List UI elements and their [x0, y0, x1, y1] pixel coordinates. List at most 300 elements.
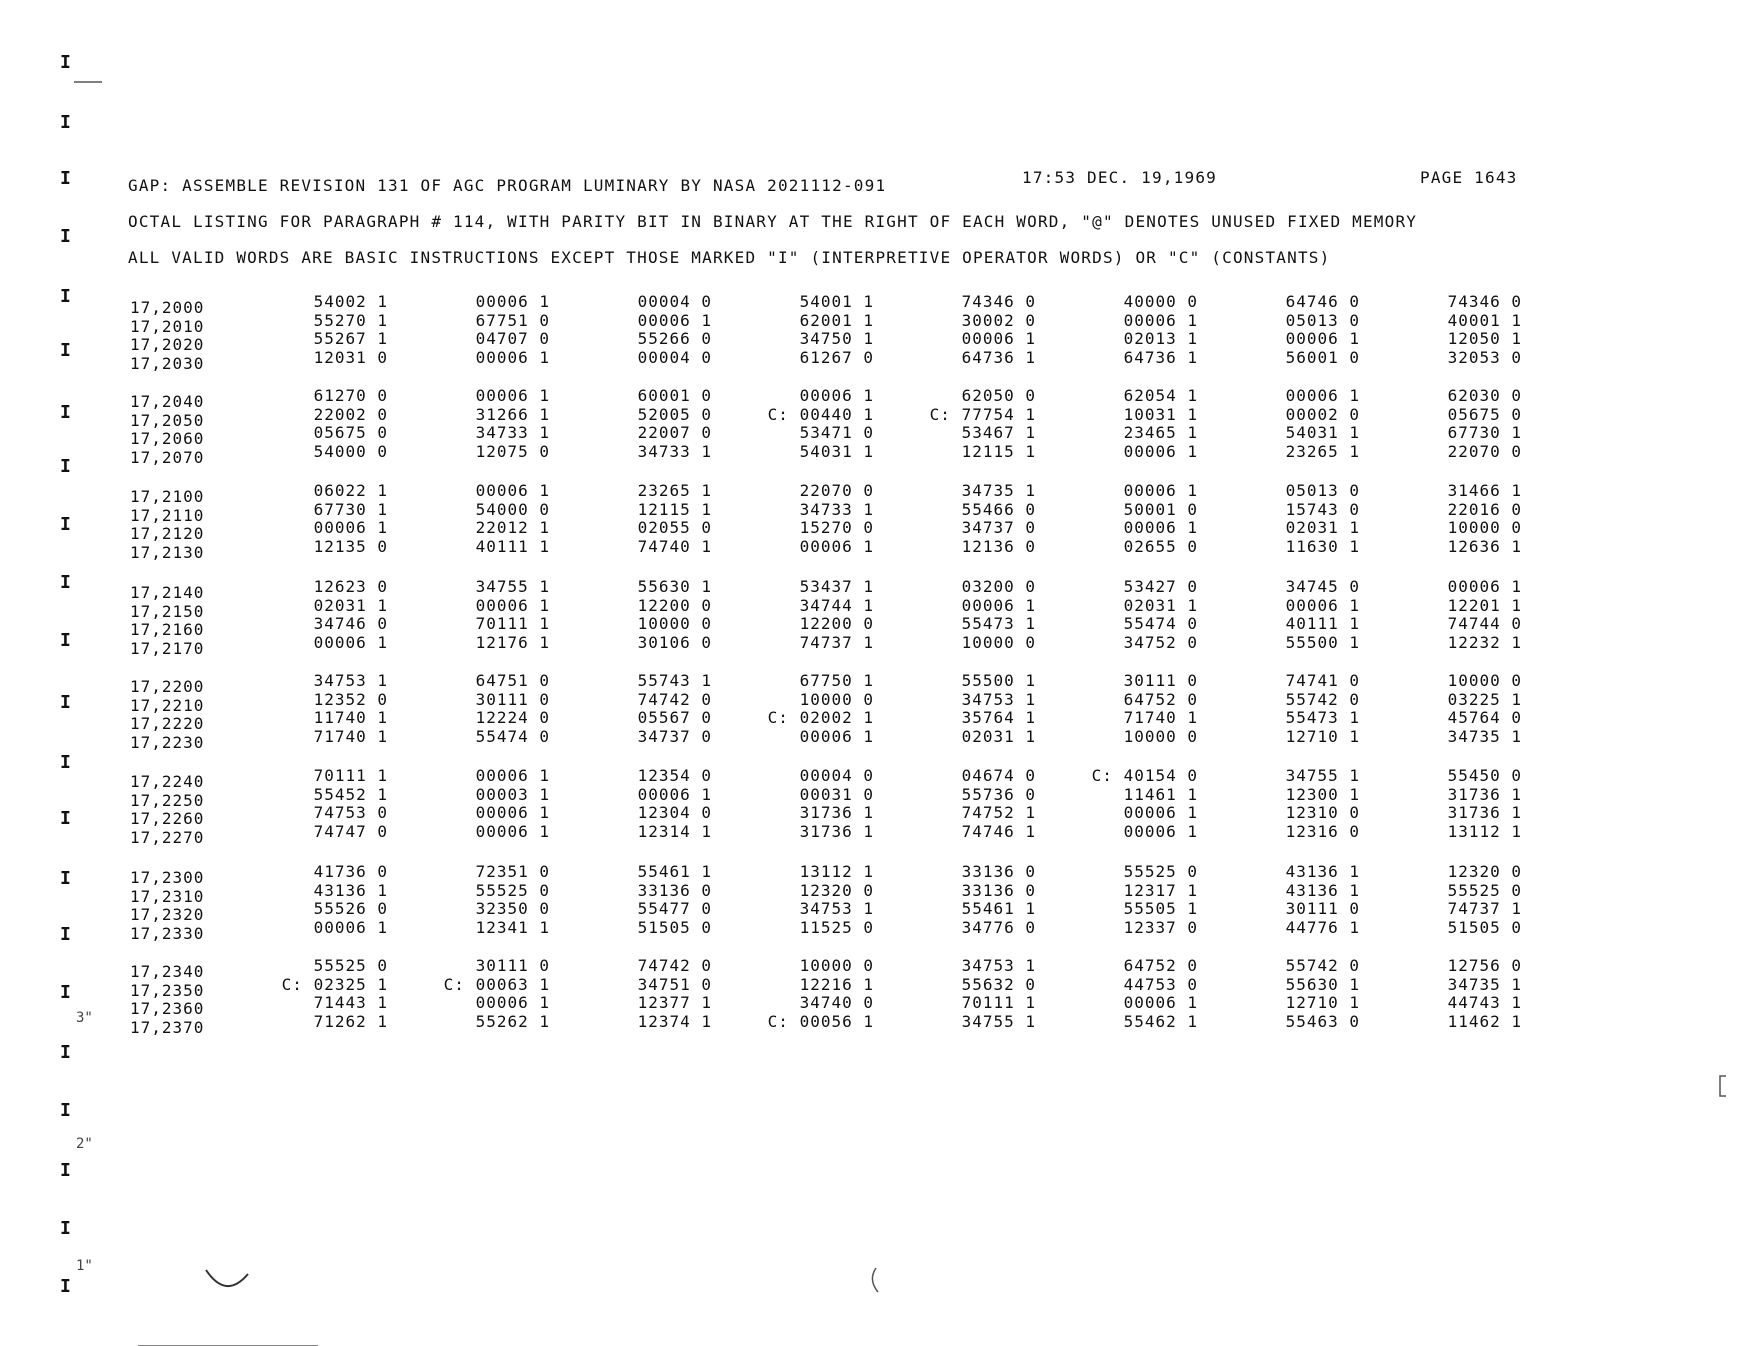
octal-word: 34733 1 — [799, 499, 874, 519]
listing-address: 17,2240 — [130, 772, 205, 791]
binding-hole-mark: I — [60, 112, 71, 133]
octal-word: 55525 0 — [475, 880, 550, 900]
octal-word: 34744 1 — [799, 595, 874, 615]
listing-address: 17,2040 — [130, 392, 205, 411]
octal-word: 00006 1 — [475, 481, 550, 500]
octal-word: 13112 1 — [1447, 821, 1522, 841]
octal-word: 55525 0 — [1123, 862, 1198, 881]
listing-address: 17,2020 — [130, 335, 205, 354]
octal-word: 12377 1 — [637, 993, 712, 1012]
octal-word: 10000 0 — [1123, 726, 1198, 746]
listing-address: 17,2060 — [130, 429, 205, 448]
octal-word: 11525 0 — [799, 917, 874, 937]
octal-word: 00006 1 — [1123, 441, 1198, 461]
octal-word: 55473 1 — [1285, 708, 1360, 727]
octal-word: 64736 1 — [1123, 347, 1198, 367]
octal-word: 00006 1 — [1123, 803, 1198, 822]
octal-word: 00006 1 — [313, 518, 388, 537]
octal-word: 31736 1 — [799, 821, 874, 841]
octal-word: 51505 0 — [637, 917, 712, 937]
octal-word: 34733 1 — [637, 441, 712, 461]
binding-hole-mark: I — [60, 514, 71, 535]
listing-address: 17,2130 — [130, 542, 205, 562]
octal-word: 12200 0 — [637, 595, 712, 615]
listing-address: 17,2170 — [130, 638, 205, 658]
octal-word: 22070 0 — [799, 481, 874, 500]
octal-word: 00006 1 — [475, 766, 550, 785]
octal-word: C: 02325 1 — [281, 974, 388, 994]
octal-word: 64752 0 — [1123, 956, 1198, 975]
listing-address: 17,2000 — [130, 298, 205, 317]
octal-word: 12623 0 — [313, 577, 388, 596]
octal-word: 12317 1 — [1123, 880, 1198, 900]
binding-hole-mark: I — [60, 1276, 71, 1297]
octal-word: 71740 1 — [1123, 708, 1198, 727]
octal-word: 12200 0 — [799, 614, 874, 633]
listing-address: 17,2340 — [130, 962, 205, 981]
listing-address: 17,2360 — [130, 999, 205, 1018]
octal-word: C: 40154 0 — [1091, 766, 1198, 785]
octal-word: 70111 1 — [313, 766, 388, 785]
octal-word: 55452 1 — [313, 784, 388, 804]
octal-word: 23465 1 — [1123, 423, 1198, 442]
octal-word: 43136 1 — [313, 880, 388, 900]
octal-word: 34753 1 — [961, 689, 1036, 709]
octal-word: 55474 0 — [1123, 614, 1198, 633]
octal-word: 55525 0 — [1447, 880, 1522, 900]
octal-word: 43136 1 — [1285, 880, 1360, 900]
octal-word: 12310 0 — [1285, 803, 1360, 822]
octal-word: 74742 0 — [637, 689, 712, 709]
octal-word: 11630 1 — [1285, 536, 1360, 556]
octal-word: 22007 0 — [637, 423, 712, 442]
binding-hole-mark: I — [60, 630, 71, 651]
octal-word: 55630 1 — [1285, 974, 1360, 994]
listing-address: 17,2200 — [130, 677, 205, 696]
octal-word: 00006 1 — [1285, 329, 1360, 348]
octal-word: 00004 0 — [637, 347, 712, 367]
gauge-mark-1: 1" — [76, 1258, 93, 1274]
octal-word: 33136 0 — [961, 862, 1036, 881]
octal-word: 00031 0 — [799, 784, 874, 804]
octal-word: 15270 0 — [799, 518, 874, 537]
octal-word: 44743 1 — [1447, 993, 1522, 1012]
octal-word: 30002 0 — [961, 310, 1036, 330]
octal-word: 12201 1 — [1447, 595, 1522, 615]
octal-word: 00006 1 — [475, 993, 550, 1012]
listing-address: 17,2050 — [130, 410, 205, 430]
binding-hole-mark: I — [60, 572, 71, 593]
octal-word: 55266 0 — [637, 329, 712, 348]
octal-word: 31466 1 — [1447, 481, 1522, 500]
octal-word: 34753 1 — [313, 671, 388, 690]
binding-hole-mark: I — [60, 752, 71, 773]
octal-word: 00004 0 — [637, 292, 712, 311]
octal-word: 30111 0 — [1285, 899, 1360, 918]
binding-hole-mark: I — [60, 982, 71, 1003]
octal-word: 02655 0 — [1123, 536, 1198, 556]
octal-word: 05013 0 — [1285, 310, 1360, 330]
octal-word: 34753 1 — [799, 899, 874, 918]
octal-word: 31736 1 — [1447, 784, 1522, 804]
octal-word: 23265 1 — [1285, 441, 1360, 461]
octal-word: 12314 1 — [637, 821, 712, 841]
octal-word: 00006 1 — [475, 821, 550, 841]
octal-word: 12050 1 — [1447, 329, 1522, 348]
octal-word: 00003 1 — [475, 784, 550, 804]
binding-hole-mark: I — [60, 402, 71, 423]
octal-word: 12710 1 — [1285, 726, 1360, 746]
octal-word: 54000 0 — [475, 499, 550, 519]
octal-word: 02013 1 — [1123, 329, 1198, 348]
gauge-mark-2: 2" — [76, 1136, 93, 1152]
octal-word: 12216 1 — [799, 974, 874, 994]
octal-word: 12337 0 — [1123, 917, 1198, 937]
octal-word: 34737 0 — [637, 726, 712, 746]
page-number: PAGE 1643 — [1420, 168, 1518, 187]
octal-word: 30111 0 — [1123, 671, 1198, 690]
octal-word: 00006 1 — [475, 292, 550, 311]
octal-word: 64751 0 — [475, 671, 550, 690]
octal-word: 54031 1 — [799, 441, 874, 461]
octal-word: 05013 0 — [1285, 481, 1360, 500]
binding-hole-mark: I — [60, 168, 71, 189]
octal-word: 31736 1 — [799, 803, 874, 822]
octal-word: 34755 1 — [1285, 766, 1360, 785]
octal-word: 12320 0 — [1447, 862, 1522, 881]
octal-word: 55267 1 — [313, 329, 388, 348]
binding-hole-mark: I — [60, 1218, 71, 1239]
octal-word: 30111 0 — [475, 956, 550, 975]
listing-description: OCTAL LISTING FOR PARAGRAPH # 114, WITH PARITY BIT IN BINARY AT THE RIGHT OF EACH WORD, "@" DENOTES UNUSED FIXED MEMORY — [128, 212, 1418, 231]
octal-word: 10000 0 — [799, 689, 874, 709]
octal-word: 64736 1 — [961, 347, 1036, 367]
binding-hole-mark: I — [60, 924, 71, 945]
octal-word: C: 02002 1 — [767, 708, 874, 727]
binding-hole-mark: I — [60, 868, 71, 889]
assembly-title: GAP: ASSEMBLE REVISION 131 OF AGC PROGRAM LUMINARY BY NASA 2021112-091 — [128, 176, 887, 195]
octal-word: 22012 1 — [475, 518, 550, 537]
octal-word: 34740 0 — [799, 993, 874, 1012]
octal-word: 33136 0 — [637, 880, 712, 900]
octal-word: 32053 0 — [1447, 347, 1522, 367]
octal-word: 40111 1 — [1285, 614, 1360, 633]
octal-word: 55474 0 — [475, 726, 550, 746]
binding-hole-mark: I — [60, 808, 71, 829]
listing-address: 17,2030 — [130, 353, 205, 373]
octal-word: 02031 1 — [961, 726, 1036, 746]
octal-word: 67750 1 — [799, 671, 874, 690]
octal-word: 55742 0 — [1285, 956, 1360, 975]
octal-word: 55477 0 — [637, 899, 712, 918]
octal-word: 00006 1 — [1285, 386, 1360, 405]
octal-word: 35764 1 — [961, 708, 1036, 727]
octal-word: C: 00440 1 — [767, 404, 874, 424]
octal-word: 74346 0 — [1447, 292, 1522, 311]
octal-word: 55461 1 — [961, 899, 1036, 918]
octal-word: 55632 0 — [961, 974, 1036, 994]
octal-word: 55270 1 — [313, 310, 388, 330]
octal-word: 34745 0 — [1285, 577, 1360, 596]
listing-address: 17,2320 — [130, 905, 205, 924]
octal-word: 12224 0 — [475, 708, 550, 727]
octal-word: 55450 0 — [1447, 766, 1522, 785]
octal-word: 55500 1 — [1285, 632, 1360, 652]
octal-word: 55500 1 — [961, 671, 1036, 690]
octal-word: 70111 1 — [475, 614, 550, 633]
octal-word: 60001 0 — [637, 386, 712, 405]
octal-word: 45764 0 — [1447, 708, 1522, 727]
listing-address: 17,2140 — [130, 583, 205, 602]
octal-word: 00006 1 — [475, 803, 550, 822]
octal-word: 06022 1 — [313, 481, 388, 500]
octal-word: 34746 0 — [313, 614, 388, 633]
octal-word: 34735 1 — [961, 481, 1036, 500]
listing-address: 17,2250 — [130, 790, 205, 810]
octal-word: 61267 0 — [799, 347, 874, 367]
octal-word: 43136 1 — [1285, 862, 1360, 881]
octal-word: 04707 0 — [475, 329, 550, 348]
octal-word: 22016 0 — [1447, 499, 1522, 519]
octal-word: 67730 1 — [1447, 423, 1522, 442]
octal-word: 00006 1 — [1123, 518, 1198, 537]
octal-word: 00002 0 — [1285, 404, 1360, 424]
octal-word: 12756 0 — [1447, 956, 1522, 975]
octal-word: 40001 1 — [1447, 310, 1522, 330]
octal-word: 74740 1 — [637, 536, 712, 556]
octal-word: 34733 1 — [475, 423, 550, 442]
octal-word: 53427 0 — [1123, 577, 1198, 596]
octal-word: 33136 0 — [961, 880, 1036, 900]
listing-address: 17,2110 — [130, 505, 205, 525]
octal-word: 34752 0 — [1123, 632, 1198, 652]
octal-word: 00006 1 — [961, 595, 1036, 615]
octal-word: 55742 0 — [1285, 689, 1360, 709]
octal-word: 00006 1 — [1447, 577, 1522, 596]
octal-word: 12352 0 — [313, 689, 388, 709]
octal-word: 34735 1 — [1447, 726, 1522, 746]
octal-word: 11740 1 — [313, 708, 388, 727]
listing-address: 17,2310 — [130, 886, 205, 906]
octal-word: 12341 1 — [475, 917, 550, 937]
octal-word: 00006 1 — [637, 784, 712, 804]
octal-word: 12115 1 — [961, 441, 1036, 461]
octal-word: 10000 0 — [961, 632, 1036, 652]
octal-word: 72351 0 — [475, 862, 550, 881]
octal-word: 00006 1 — [799, 726, 874, 746]
octal-word: 74747 0 — [313, 821, 388, 841]
octal-word: 51505 0 — [1447, 917, 1522, 937]
octal-word: 53471 0 — [799, 423, 874, 442]
octal-word: 55736 0 — [961, 784, 1036, 804]
octal-word: 55463 0 — [1285, 1011, 1360, 1031]
octal-word: 00006 1 — [475, 347, 550, 367]
octal-word: 54002 1 — [313, 292, 388, 311]
octal-word: 00006 1 — [1123, 993, 1198, 1012]
octal-word: 23265 1 — [637, 481, 712, 500]
octal-word: 34755 1 — [961, 1011, 1036, 1031]
octal-word: 00004 0 — [799, 766, 874, 785]
octal-word: 31736 1 — [1447, 803, 1522, 822]
octal-word: 54000 0 — [313, 441, 388, 461]
octal-word: 22002 0 — [313, 404, 388, 424]
octal-word: 02031 1 — [1285, 518, 1360, 537]
octal-word: 12320 0 — [799, 880, 874, 900]
octal-word: C: 77754 1 — [929, 404, 1036, 424]
octal-word: 12316 0 — [1285, 821, 1360, 841]
octal-word: C: 00063 1 — [443, 974, 550, 994]
gauge-mark-3: 3" — [76, 1010, 93, 1026]
listing-address: 17,2330 — [130, 923, 205, 943]
octal-word: 50001 0 — [1123, 499, 1198, 519]
octal-word: 04674 0 — [961, 766, 1036, 785]
listing-address: 17,2350 — [130, 980, 205, 1000]
octal-word: 00006 1 — [475, 595, 550, 615]
octal-word: 00006 1 — [799, 536, 874, 556]
octal-word: 67751 0 — [475, 310, 550, 330]
octal-word: 00006 1 — [1123, 821, 1198, 841]
octal-word: 67730 1 — [313, 499, 388, 519]
octal-word: 61270 0 — [313, 386, 388, 405]
listing-address: 17,2120 — [130, 524, 205, 543]
octal-word: 64752 0 — [1123, 689, 1198, 709]
octal-word: 70111 1 — [961, 993, 1036, 1012]
octal-word: 00006 1 — [1123, 310, 1198, 330]
octal-word: 12374 1 — [637, 1011, 712, 1031]
listing-address: 17,2160 — [130, 620, 205, 639]
octal-word: 12115 1 — [637, 499, 712, 519]
binding-hole-mark: I — [60, 1100, 71, 1121]
listing-address: 17,2010 — [130, 316, 205, 336]
octal-word: 34735 1 — [1447, 974, 1522, 994]
octal-word: 12636 1 — [1447, 536, 1522, 556]
octal-word: 55473 1 — [961, 614, 1036, 633]
octal-word: 71262 1 — [313, 1011, 388, 1031]
octal-word: 74744 0 — [1447, 614, 1522, 633]
octal-word: 00006 1 — [637, 310, 712, 330]
octal-word: 11461 1 — [1123, 784, 1198, 804]
octal-word: 02031 1 — [1123, 595, 1198, 615]
octal-word: 34737 0 — [961, 518, 1036, 537]
octal-word: 34750 1 — [799, 329, 874, 348]
binding-hole-mark: I — [60, 692, 71, 713]
listing-address: 17,2100 — [130, 487, 205, 506]
octal-word: 74741 0 — [1285, 671, 1360, 690]
octal-word: 62001 1 — [799, 310, 874, 330]
octal-word: 10000 0 — [637, 614, 712, 633]
octal-word: 00006 1 — [1285, 595, 1360, 615]
octal-word: 12304 0 — [637, 803, 712, 822]
binding-hole-mark: I — [60, 226, 71, 247]
listing-address: 17,2150 — [130, 601, 205, 621]
octal-word: 00006 1 — [313, 917, 388, 937]
listing-address: 17,2270 — [130, 827, 205, 847]
listing-address: 17,2300 — [130, 868, 205, 887]
octal-word: C: 00056 1 — [767, 1011, 874, 1031]
octal-word: 22070 0 — [1447, 441, 1522, 461]
binding-hole-mark: I — [60, 286, 71, 307]
octal-word: 44753 0 — [1123, 974, 1198, 994]
octal-word: 10000 0 — [1447, 671, 1522, 690]
octal-word: 32350 0 — [475, 899, 550, 918]
octal-word: 74753 0 — [313, 803, 388, 822]
octal-word: 55262 1 — [475, 1011, 550, 1031]
octal-word: 62030 0 — [1447, 386, 1522, 405]
octal-word: 56001 0 — [1285, 347, 1360, 367]
octal-word: 12354 0 — [637, 766, 712, 785]
octal-word: 12031 0 — [313, 347, 388, 367]
octal-word: 74742 0 — [637, 956, 712, 975]
octal-word: 15743 0 — [1285, 499, 1360, 519]
octal-word: 74346 0 — [961, 292, 1036, 311]
octal-word: 54031 1 — [1285, 423, 1360, 442]
listing-address: 17,2230 — [130, 732, 205, 752]
octal-word: 55525 0 — [313, 956, 388, 975]
octal-word: 40111 1 — [475, 536, 550, 556]
octal-word: 05567 0 — [637, 708, 712, 727]
octal-word: 03200 0 — [961, 577, 1036, 596]
octal-word: 62050 0 — [961, 386, 1036, 405]
octal-word: 34753 1 — [961, 956, 1036, 975]
octal-word: 40000 0 — [1123, 292, 1198, 311]
binding-hole-mark: I — [60, 456, 71, 477]
octal-word: 12300 1 — [1285, 784, 1360, 804]
listing-address: 17,2370 — [130, 1017, 205, 1037]
octal-word: 03225 1 — [1447, 689, 1522, 709]
octal-word: 00006 1 — [961, 329, 1036, 348]
listing-address: 17,2210 — [130, 695, 205, 715]
validity-note: ALL VALID WORDS ARE BASIC INSTRUCTIONS EXCEPT THOSE MARKED "I" (INTERPRETIVE OPERATOR WORDS) OR "C" (CONSTANTS) — [128, 248, 1331, 267]
octal-word: 13112 1 — [799, 862, 874, 881]
octal-word: 55505 1 — [1123, 899, 1198, 918]
binding-hole-mark: I — [60, 340, 71, 361]
octal-word: 62054 1 — [1123, 386, 1198, 405]
octal-word: 12176 1 — [475, 632, 550, 652]
octal-word: 74746 1 — [961, 821, 1036, 841]
octal-word: 64746 0 — [1285, 292, 1360, 311]
listing-address: 17,2260 — [130, 809, 205, 828]
octal-word: 12136 0 — [961, 536, 1036, 556]
octal-word: 12075 0 — [475, 441, 550, 461]
octal-word: 44776 1 — [1285, 917, 1360, 937]
octal-word: 30106 0 — [637, 632, 712, 652]
octal-word: 74752 1 — [961, 803, 1036, 822]
octal-word: 55462 1 — [1123, 1011, 1198, 1031]
binding-hole-mark: I — [60, 1042, 71, 1063]
octal-word: 00006 1 — [475, 386, 550, 405]
octal-word: 55630 1 — [637, 577, 712, 596]
octal-word: 71443 1 — [313, 993, 388, 1012]
octal-word: 55743 1 — [637, 671, 712, 690]
ring-hole-icon — [206, 1270, 248, 1286]
octal-word: 34776 0 — [961, 917, 1036, 937]
octal-word: 11462 1 — [1447, 1011, 1522, 1031]
octal-word: 55526 0 — [313, 899, 388, 918]
listing-address: 17,2070 — [130, 447, 205, 467]
octal-word: 00006 1 — [313, 632, 388, 652]
octal-word: 30111 0 — [475, 689, 550, 709]
binding-hole-mark: I — [60, 1160, 71, 1181]
octal-word: 10000 0 — [1447, 518, 1522, 537]
octal-word: 53437 1 — [799, 577, 874, 596]
octal-word: 53467 1 — [961, 423, 1036, 442]
octal-word: 71740 1 — [313, 726, 388, 746]
octal-word: 10031 1 — [1123, 404, 1198, 424]
octal-word: 10000 0 — [799, 956, 874, 975]
octal-word: 12232 1 — [1447, 632, 1522, 652]
timestamp: 17:53 DEC. 19,1969 — [1022, 168, 1217, 187]
octal-word: 74737 1 — [799, 632, 874, 652]
